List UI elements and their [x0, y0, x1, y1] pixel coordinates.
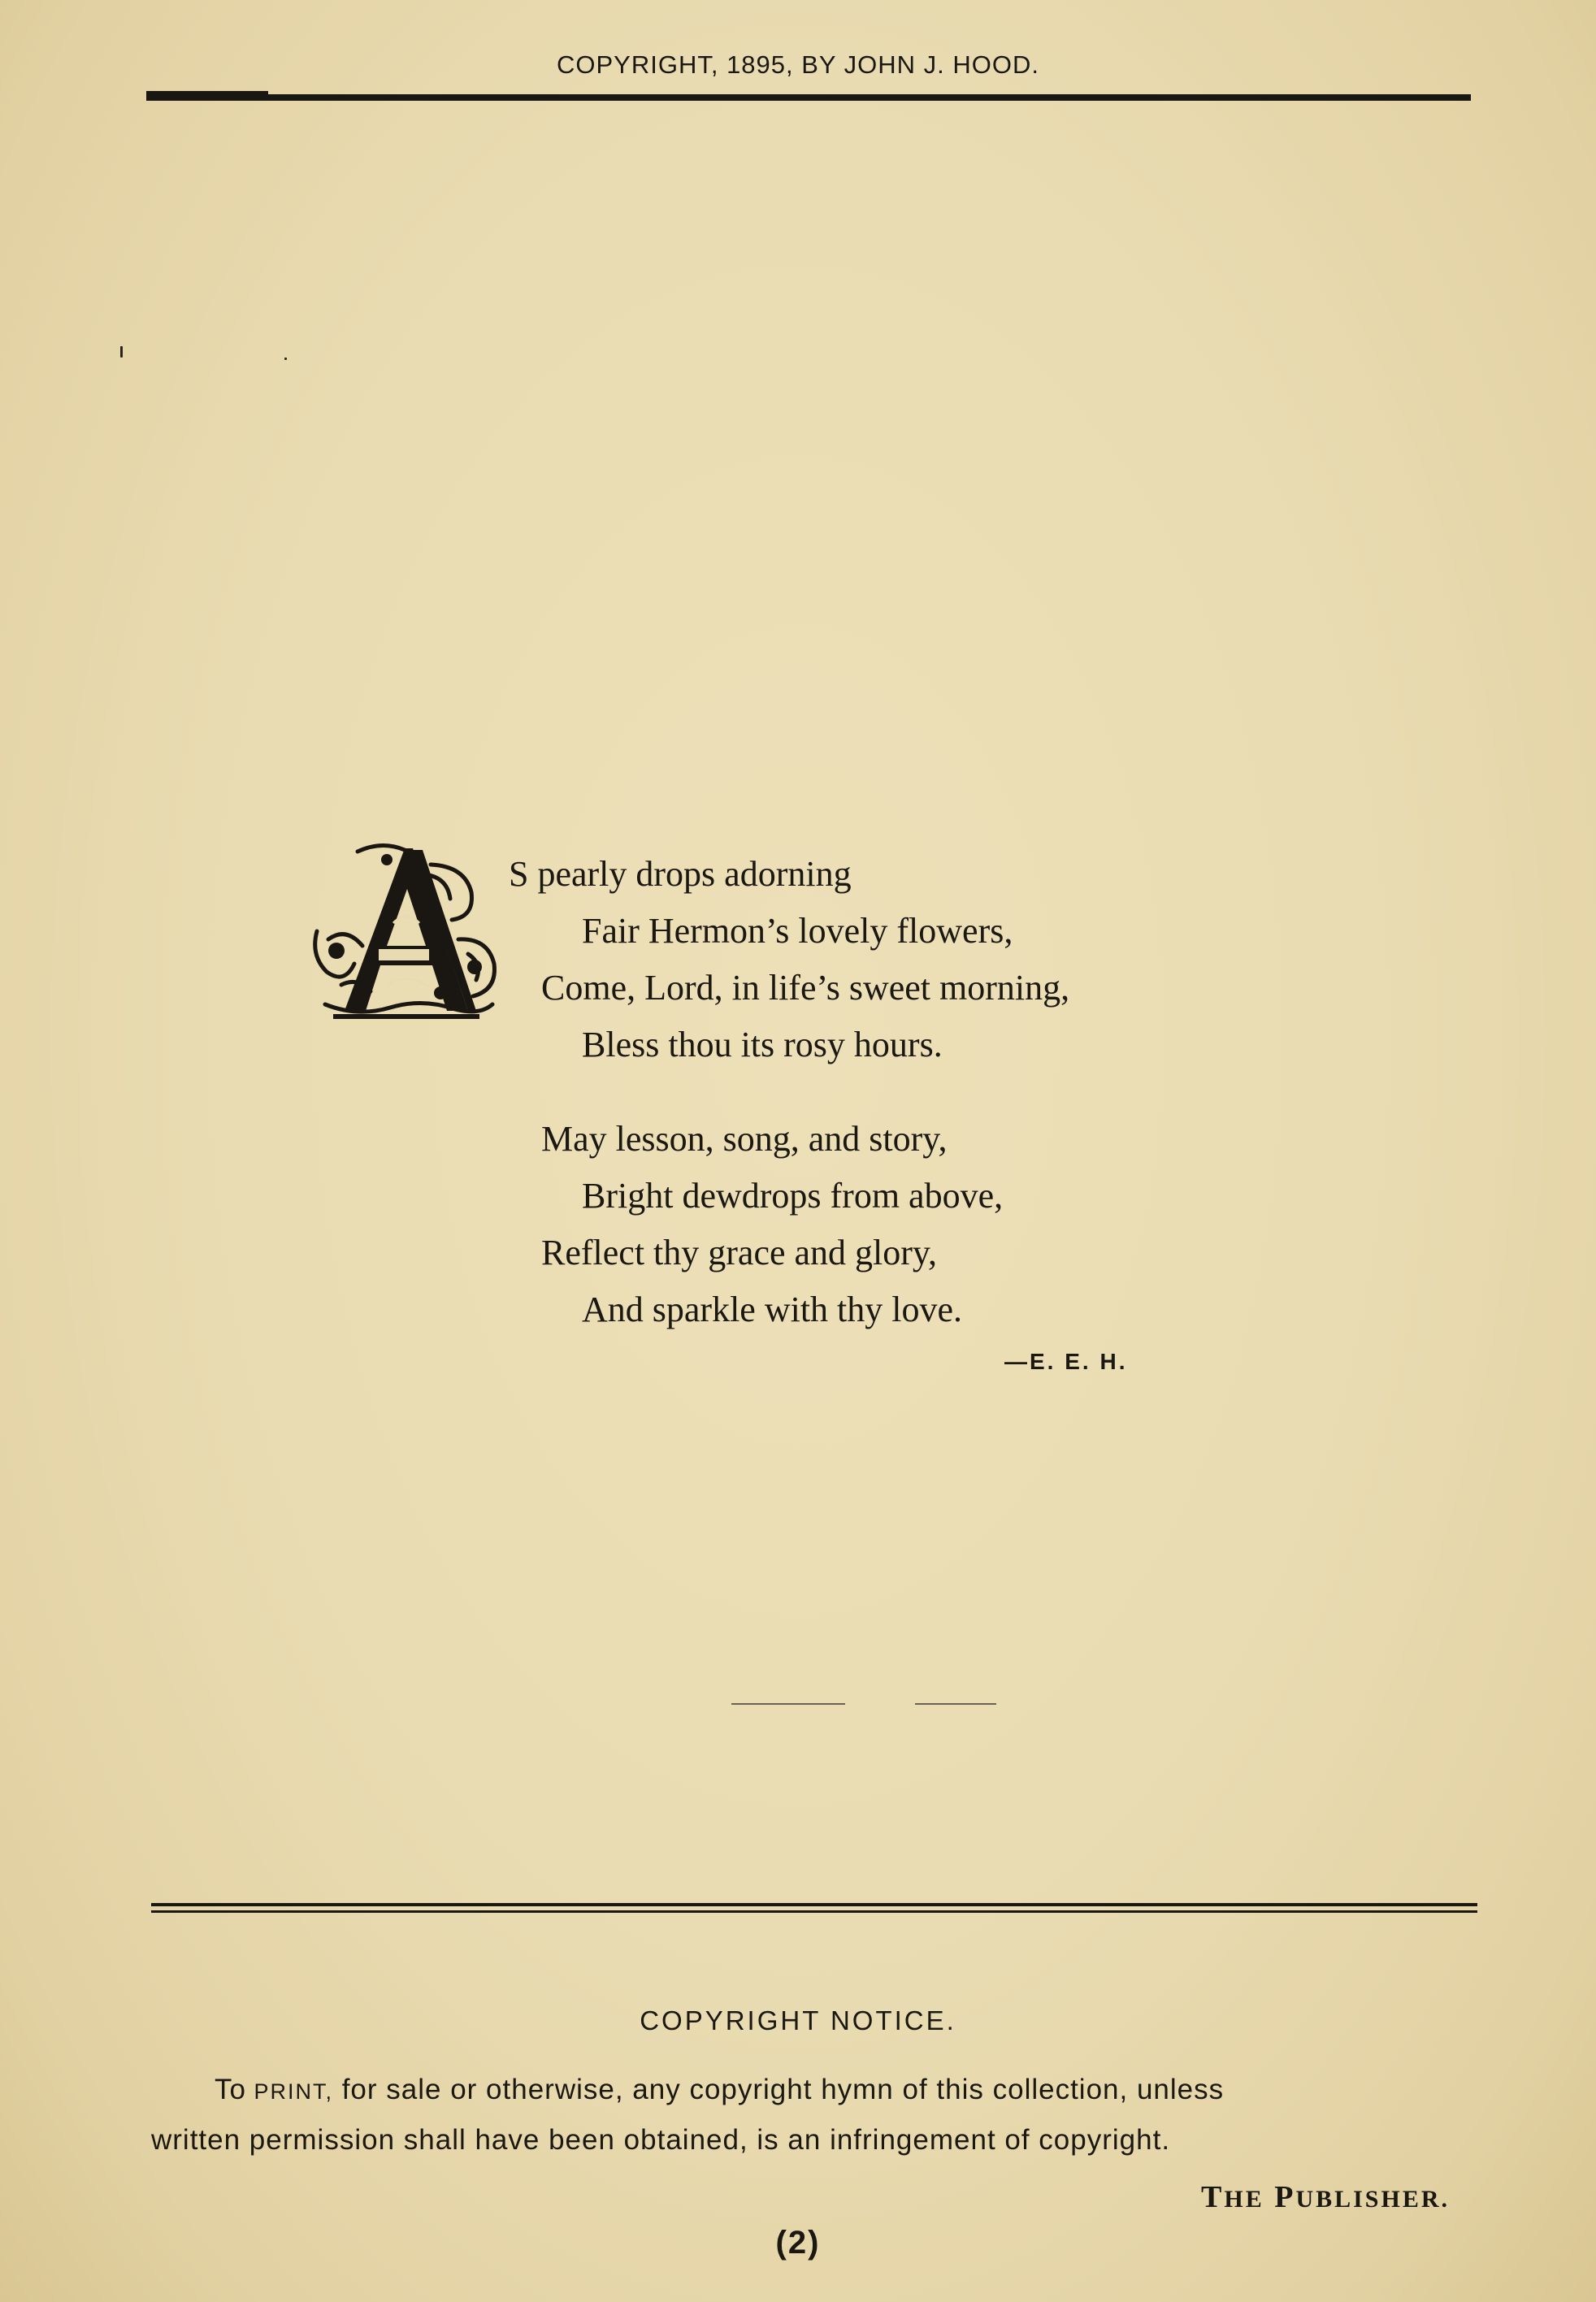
print-speck: [284, 358, 287, 360]
dashed-rule: [915, 1703, 996, 1705]
poem-line: S pearly drops adorning: [509, 854, 852, 894]
poem-line: And sparkle with thy love.: [582, 1290, 963, 1329]
header-rule: [146, 94, 1471, 101]
poem-line: Reflect thy grace and glory,: [541, 1233, 938, 1272]
dashed-rule: [731, 1703, 845, 1705]
copyright-notice-line1: [215, 2074, 1547, 2106]
poem-line: Bless thou its rosy hours.: [582, 1025, 943, 1064]
poem-line: May lesson, song, and story,: [541, 1119, 948, 1159]
signature-smallcaps: UBLISHER.: [1295, 2186, 1450, 2213]
ornamental-drop-cap-a: [309, 842, 501, 1027]
poem-attribution: —E. E. H.: [1004, 1349, 1128, 1374]
print-speck: [120, 346, 123, 358]
header-copyright-line: COPYRIGHT, 1895, BY JOHN J. HOOD.: [556, 50, 1039, 79]
copyright-notice-title: COPYRIGHT NOTICE.: [640, 2005, 956, 2035]
notice-line1-text: for sale or otherwise, any copyright hymn of this collection, unless: [332, 2074, 1225, 2105]
notice-smallcaps-word: PRINT,: [245, 2079, 333, 2104]
page-number: (2): [775, 2225, 821, 2261]
poem-line: Fair Hermon’s lovely flowers,: [582, 911, 1013, 951]
poem-line: Bright dewdrops from above,: [582, 1176, 1004, 1216]
signature-initial: P: [1274, 2180, 1296, 2214]
notice-rule-bottom: [151, 1910, 1477, 1913]
signature-smallcaps: HE: [1224, 2186, 1264, 2213]
signature-initial: T: [1201, 2180, 1225, 2214]
notice-lead-word: To: [215, 2074, 246, 2105]
copyright-notice-line2: written permission shall have been obtained, is an infringement of copyright.: [151, 2124, 1171, 2156]
poem-line: Come, Lord, in life’s sweet morning,: [541, 968, 1070, 1008]
notice-rule-top: [151, 1903, 1477, 1906]
publisher-signature: [1201, 2179, 1450, 2215]
